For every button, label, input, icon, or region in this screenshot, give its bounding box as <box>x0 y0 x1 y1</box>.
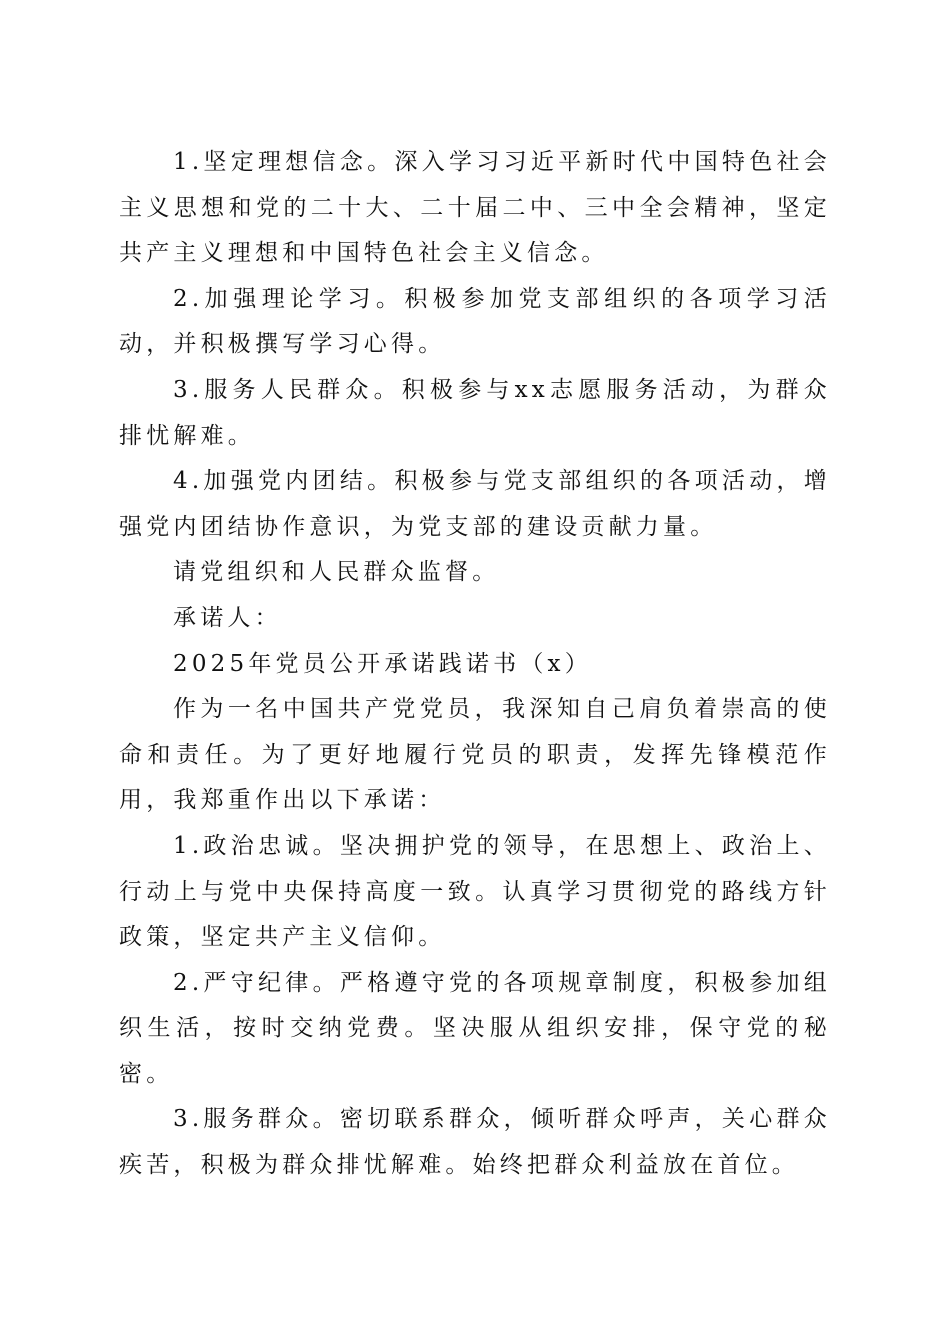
paragraph-item-4: 4.加强党内团结。积极参与党支部组织的各项活动，增强党内团结协作意识，为党支部的建设贡献力量。 <box>119 468 831 540</box>
supervision-request: 请党组织和人民群众监督。 <box>173 559 500 586</box>
commitment-item-3: 3.服务群众。密切联系群众，倾听群众呼声，关心群众疾苦，积极为群众排忧解难。始终把群众利益放在首位。 <box>119 1106 831 1179</box>
commitment-item-1: 1.政治忠诚。坚决拥护党的领导，在思想上、政治上、行动上与党中央保持高度一致。认真学习贯彻党的路线方针政策，坚定共产主义信仰。 <box>119 832 831 951</box>
paragraph-item-2: 2.加强理论学习。积极参加党支部组织的各项学习活动，并积极撰写学习心得。 <box>119 285 831 358</box>
pledger-label: 承诺人： <box>173 604 282 631</box>
paragraph-item-3: 3.服务人民群众。积极参与xx志愿服务活动，为群众排忧解难。 <box>119 376 831 449</box>
paragraph-item-1: 1.坚定理想信念。深入学习习近平新时代中国特色社会主义思想和党的二十大、二十届二中、三中全会精神，坚定共产主义理想和中国特色社会主义信念。 <box>119 149 831 267</box>
section-title: 2025年党员公开承诺践诺书（x） <box>173 650 592 677</box>
intro-paragraph: 作为一名中国共产党党员，我深知自己肩负着崇高的使命和责任。为了更好地履行党员的职责，发挥先锋模范作用，我郑重作出以下承诺： <box>119 696 831 814</box>
commitment-item-2: 2.严守纪律。严格遵守党的各项规章制度，积极参加组织生活，按时交纳党费。坚决服从组织安排，保守党的秘密。 <box>119 969 831 1087</box>
document-body <box>119 140 831 1189</box>
